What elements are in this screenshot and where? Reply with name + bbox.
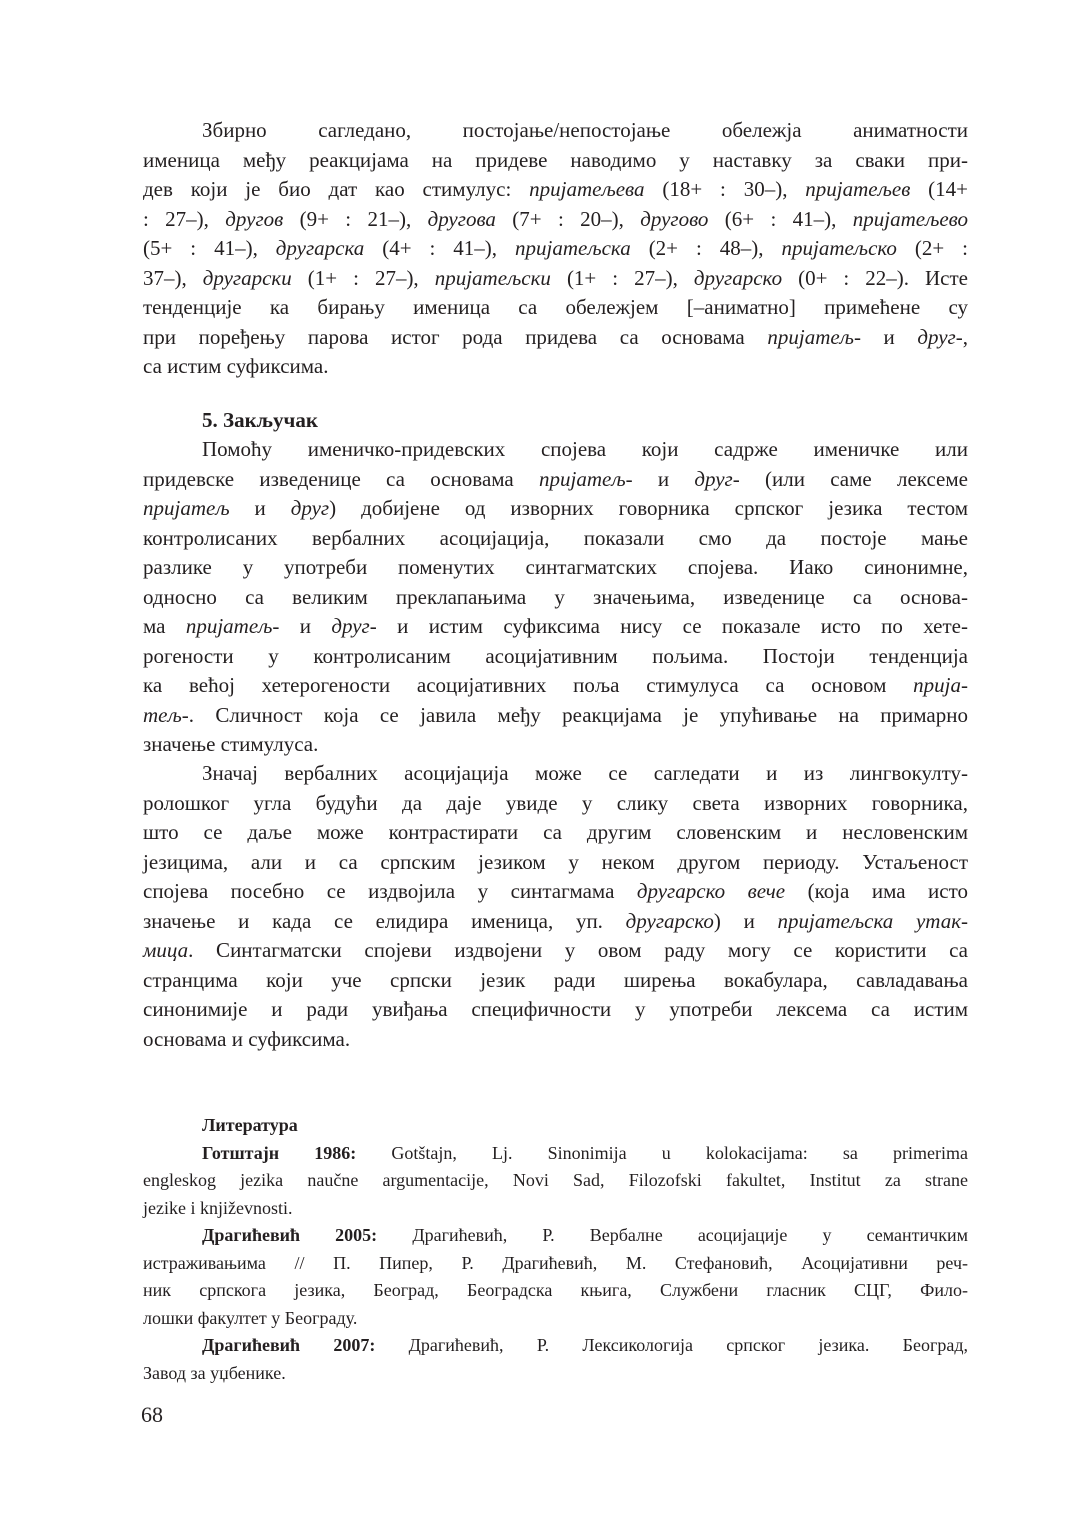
text-run: синонимије и ради увиђања специфичности у употреби лексема са истим	[143, 997, 968, 1021]
text-run: дев који је био дат као стимулус:	[143, 177, 530, 201]
paragraph-conclusion-2	[143, 759, 968, 1054]
reference-key: Драгићевић 2005:	[202, 1225, 378, 1245]
text-run: истраживањима // П. Пипер, Р. Драгићевић, М. Стефановић, Асоцијативни реч-	[143, 1252, 968, 1273]
text-run: . Сличност која се јавила међу реакцијама је упућивање на примарно	[188, 702, 968, 727]
italic-term: другарска	[275, 236, 365, 260]
italic-term: пријатељ-	[539, 466, 633, 491]
text-run: контролисаних вербалних асоцијација, показали смо да постоје мање	[143, 525, 968, 550]
text-line	[143, 553, 968, 583]
text-run: ролошког угла будући да даје увиде у слику света изворних говорника,	[143, 790, 968, 815]
text-run: и	[632, 466, 695, 491]
text-line	[143, 352, 968, 382]
text-run: (7+ : 20–),	[495, 206, 641, 231]
text-line	[143, 146, 968, 176]
italic-term: другарски	[202, 265, 292, 290]
text-line	[143, 1140, 968, 1168]
italic-term: другово	[640, 206, 709, 231]
text-run: (5+ : 41–),	[143, 236, 276, 260]
text-run: engleskog jezika naučne argumentacije, Novi Sad, Filozofski fakultet, Institut za strane	[143, 1170, 968, 1190]
text-run: (14+	[910, 177, 968, 201]
text-line	[143, 1195, 968, 1223]
text-run: Gotštajn, Lj. Sinonimija u kolokacijama: sa primerima	[356, 1142, 968, 1163]
text-line	[143, 1360, 968, 1388]
text-line	[143, 1250, 968, 1278]
text-run: ник српскога језика, Београд, Београдска књига, Службени гласник СЦГ, Фило-	[143, 1280, 968, 1300]
italic-term: друг	[290, 496, 330, 520]
reference-list	[143, 1140, 968, 1388]
text-run: и истим суфиксима нису се показале исто по хете-	[376, 614, 968, 638]
text-run: (6+ : 41–),	[708, 206, 853, 231]
italic-term: пријатељска утак-	[777, 908, 969, 933]
literature-heading: Литература	[202, 1115, 298, 1135]
literature-section	[143, 1112, 968, 1387]
reference-key: Драгићевић 2007:	[202, 1335, 376, 1355]
text-run: што се даље може контрастирати са другим словенским и несловенским	[143, 820, 968, 844]
text-line	[143, 524, 968, 554]
reference-entry	[143, 1222, 968, 1332]
text-run: (која има исто	[785, 879, 969, 903]
reference-entry	[143, 1140, 968, 1223]
text-run: тенденције ка бирању именица са обележјем [–аниматно] примећене су	[143, 295, 968, 319]
italic-term: пријатељски	[434, 265, 551, 290]
text-run: ) добијене од изворних говорника српског језика тестом	[329, 496, 968, 520]
italic-term: другова	[427, 206, 496, 231]
text-run: при поређењу парова истог рода придева са основама	[143, 324, 768, 349]
text-line	[143, 907, 968, 937]
text-line	[143, 642, 968, 672]
text-run: странцима који уче српски језик ради ширења вокабулара, савладавања	[143, 967, 968, 992]
text-run: (2+ :	[896, 236, 969, 260]
text-run: ка већој хетерогености асоцијативних поља стимулуса са основом	[143, 673, 914, 697]
text-run: односно са великим преклапањима у значењима, изведенице са основа-	[143, 584, 968, 609]
text-line	[143, 730, 968, 760]
italic-term: пријатељ	[143, 496, 230, 520]
text-line	[143, 966, 968, 996]
text-line	[143, 175, 968, 205]
paragraph-conclusion-1	[143, 435, 968, 760]
text-run: и	[279, 614, 332, 638]
text-run: основама и суфиксима.	[143, 1026, 351, 1051]
italic-term: другарско	[693, 265, 783, 290]
text-line	[143, 323, 968, 353]
text-run: Драгићевић, Р. Лексикологија српског језика. Београд,	[375, 1335, 968, 1355]
text-line	[143, 818, 968, 848]
italic-term: друг-	[331, 614, 377, 638]
text-line	[143, 1332, 968, 1360]
reference-key: Готштајн 1986:	[202, 1142, 357, 1163]
text-run: : 27–),	[143, 206, 226, 231]
italic-term: пријатељево	[852, 206, 968, 231]
italic-term: тељ-	[143, 702, 189, 727]
italic-term: друг-	[694, 466, 740, 491]
text-line	[143, 293, 968, 323]
text-line	[143, 465, 968, 495]
italic-term: пријатељев	[805, 177, 911, 201]
text-line	[143, 848, 968, 878]
text-line	[143, 494, 968, 524]
text-run: језицима, али и са српским језиком у неком другом периоду. Устаљеност	[143, 849, 968, 874]
text-run: Драгићевић, Р. Вербалне асоцијације у семантичким	[377, 1225, 968, 1245]
italic-term: пријатељска	[515, 236, 631, 260]
text-line	[143, 789, 968, 819]
text-run: придевске изведенице са основама	[143, 466, 539, 491]
italic-term: другов	[225, 206, 284, 231]
text-run: (или саме лексеме	[739, 466, 968, 491]
text-run: значење стимулуса.	[143, 732, 319, 756]
text-run: са истим суфиксима.	[143, 354, 329, 378]
text-line	[143, 671, 968, 701]
text-run: Значај вербалних асоцијација може се сагледати и из лингвокулту-	[202, 761, 968, 785]
text-run: 37–),	[143, 265, 203, 290]
italic-term: друг-	[917, 324, 963, 349]
page-number: 68	[141, 1402, 163, 1427]
text-run: спојева посебно се издвојила у синтагмама	[143, 879, 637, 903]
text-run: (9+ : 21–),	[283, 206, 428, 231]
italic-term: другарско вече	[636, 879, 786, 903]
text-line	[143, 612, 968, 642]
text-run: Збирно сагледано, постојање/непостојање обележја аниматности	[202, 118, 968, 142]
italic-term: пријатељско	[781, 236, 897, 260]
text-run: Помоћу именичко-придевских спојева који садрже именичке или	[202, 437, 968, 461]
text-run: разлике у употреби поменутих синтагматских спојева. Иако синонимне,	[143, 555, 968, 579]
text-line	[143, 1167, 968, 1195]
text-line	[143, 234, 968, 264]
italic-term: другарско	[625, 908, 714, 933]
text-run: . Синтагматски спојеви издвојени у овом раду могу се користити са	[188, 938, 968, 962]
text-line	[143, 1277, 968, 1305]
text-line	[143, 1222, 968, 1250]
text-run: (1+ : 27–),	[291, 265, 435, 290]
text-run: лошки факултет у Београду.	[143, 1307, 358, 1328]
text-run: ,	[962, 324, 968, 349]
section-heading: 5. Закључак	[202, 408, 319, 432]
text-run: (1+ : 27–),	[550, 265, 694, 290]
text-run: (0+ : 22–). Исте	[782, 265, 969, 290]
text-run: ма	[143, 614, 186, 638]
text-line	[143, 435, 968, 465]
text-run: Завод за уџбенике.	[143, 1362, 286, 1383]
text-run: (2+ : 48–),	[630, 236, 782, 260]
text-line	[143, 205, 968, 235]
text-line	[143, 701, 968, 731]
reference-entry	[143, 1332, 968, 1387]
text-line	[143, 583, 968, 613]
text-run: рогености у контролисаним асоцијативним пољима. Постоји тенденција	[143, 643, 968, 668]
text-run: jezike i književnosti.	[143, 1197, 293, 1218]
text-line	[143, 936, 968, 966]
text-run: значење и када се елидира именица, уп.	[143, 908, 626, 933]
text-run: (18+ : 30–),	[644, 177, 806, 201]
section-heading-conclusion	[143, 406, 968, 436]
italic-term: пријатељ-	[767, 324, 861, 349]
italic-term: пријатељева	[529, 177, 645, 201]
italic-term: пријатељ-	[185, 614, 280, 638]
italic-term: мица	[143, 938, 189, 962]
text-run: ) и	[713, 908, 778, 933]
text-line	[143, 1305, 968, 1333]
text-run: именица међу реакцијама на придеве наводимо у наставку за сваки при-	[143, 147, 968, 172]
text-line	[143, 877, 968, 907]
text-line	[143, 116, 968, 146]
text-run: и	[860, 324, 918, 349]
text-run: (4+ : 41–),	[364, 236, 516, 260]
text-run: и	[229, 496, 291, 520]
text-line	[143, 995, 968, 1025]
text-line	[143, 1025, 968, 1055]
paragraph-summary	[143, 116, 968, 382]
italic-term: прија-	[913, 673, 968, 697]
text-line	[143, 759, 968, 789]
text-line	[143, 264, 968, 294]
